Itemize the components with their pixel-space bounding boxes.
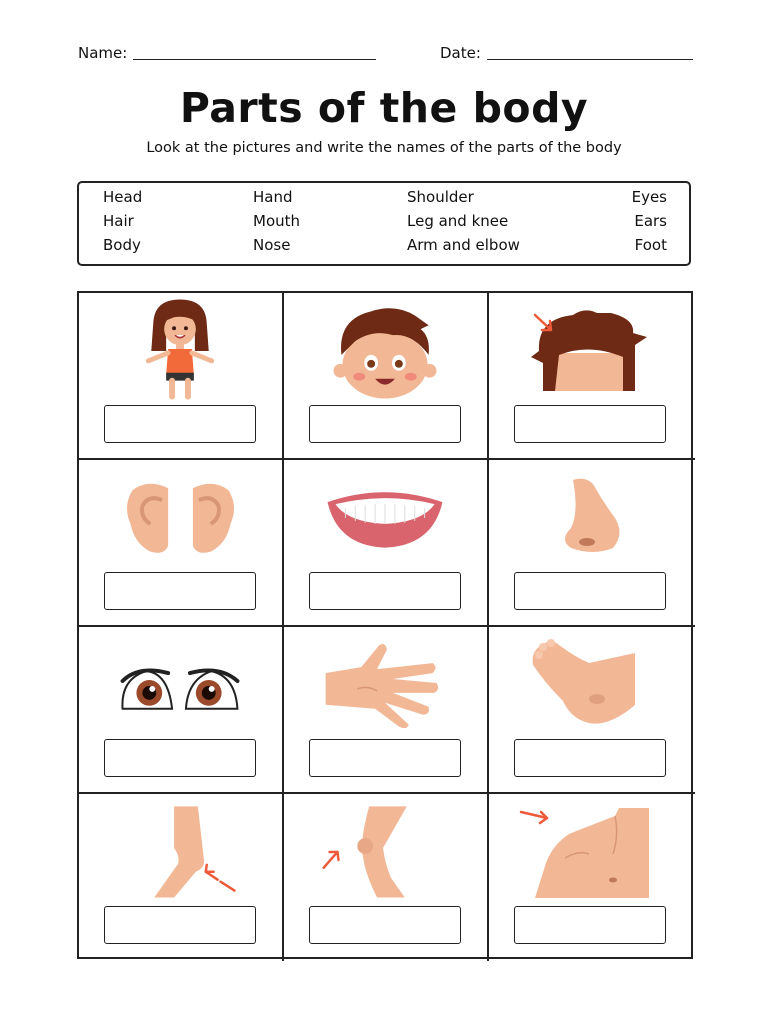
answer-box[interactable] (104, 405, 256, 443)
picture-cell (284, 460, 489, 627)
answer-box[interactable] (309, 572, 461, 610)
word-bank-item: Hand (253, 188, 293, 206)
word-bank-item: Arm and elbow (407, 236, 520, 254)
word-bank-item: Body (103, 236, 141, 254)
picture-cell (79, 460, 284, 627)
word-bank-item: Ears (634, 212, 667, 230)
picture-cell (284, 794, 489, 961)
mouth-icon (284, 460, 487, 570)
ears-icon (79, 460, 282, 570)
instructions: Look at the pictures and write the names of the parts of the body (146, 140, 622, 156)
name-label: Name: (78, 44, 128, 62)
picture-cell (79, 293, 284, 460)
picture-cell (489, 293, 695, 460)
picture-cell (79, 627, 284, 794)
hair-icon (489, 293, 695, 403)
picture-cell (489, 627, 695, 794)
word-bank-item: Foot (634, 236, 667, 254)
answer-box[interactable] (514, 739, 666, 777)
date-line[interactable] (487, 59, 693, 60)
foot-icon (489, 627, 695, 737)
answer-box[interactable] (309, 739, 461, 777)
answer-box[interactable] (309, 405, 461, 443)
answer-box[interactable] (104, 572, 256, 610)
leg-knee-icon (284, 794, 487, 904)
picture-grid (77, 291, 693, 959)
word-bank-item: Head (103, 188, 143, 206)
picture-cell (284, 627, 489, 794)
word-bank (77, 181, 691, 266)
picture-cell (489, 794, 695, 961)
word-bank-item: Mouth (253, 212, 301, 230)
word-bank-item: Nose (253, 236, 291, 254)
word-bank-item: Shoulder (407, 188, 474, 206)
answer-box[interactable] (309, 906, 461, 944)
answer-box[interactable] (514, 405, 666, 443)
girl-body-icon (79, 293, 282, 403)
hand-icon (284, 627, 487, 737)
picture-cell (79, 794, 284, 961)
word-bank-item: Leg and knee (407, 212, 509, 230)
word-bank-item: Hair (103, 212, 134, 230)
word-bank-item: Eyes (631, 188, 667, 206)
arm-elbow-icon (79, 794, 282, 904)
date-label: Date: (440, 44, 481, 62)
picture-cell (284, 293, 489, 460)
answer-box[interactable] (514, 572, 666, 610)
answer-box[interactable] (104, 739, 256, 777)
picture-cell (489, 460, 695, 627)
eyes-icon (79, 627, 282, 737)
answer-box[interactable] (514, 906, 666, 944)
answer-box[interactable] (104, 906, 256, 944)
boy-head-icon (284, 293, 487, 403)
page-title: Parts of the body (179, 84, 589, 132)
nose-icon (489, 460, 695, 570)
shoulder-icon (489, 794, 695, 904)
name-line[interactable] (133, 59, 376, 60)
